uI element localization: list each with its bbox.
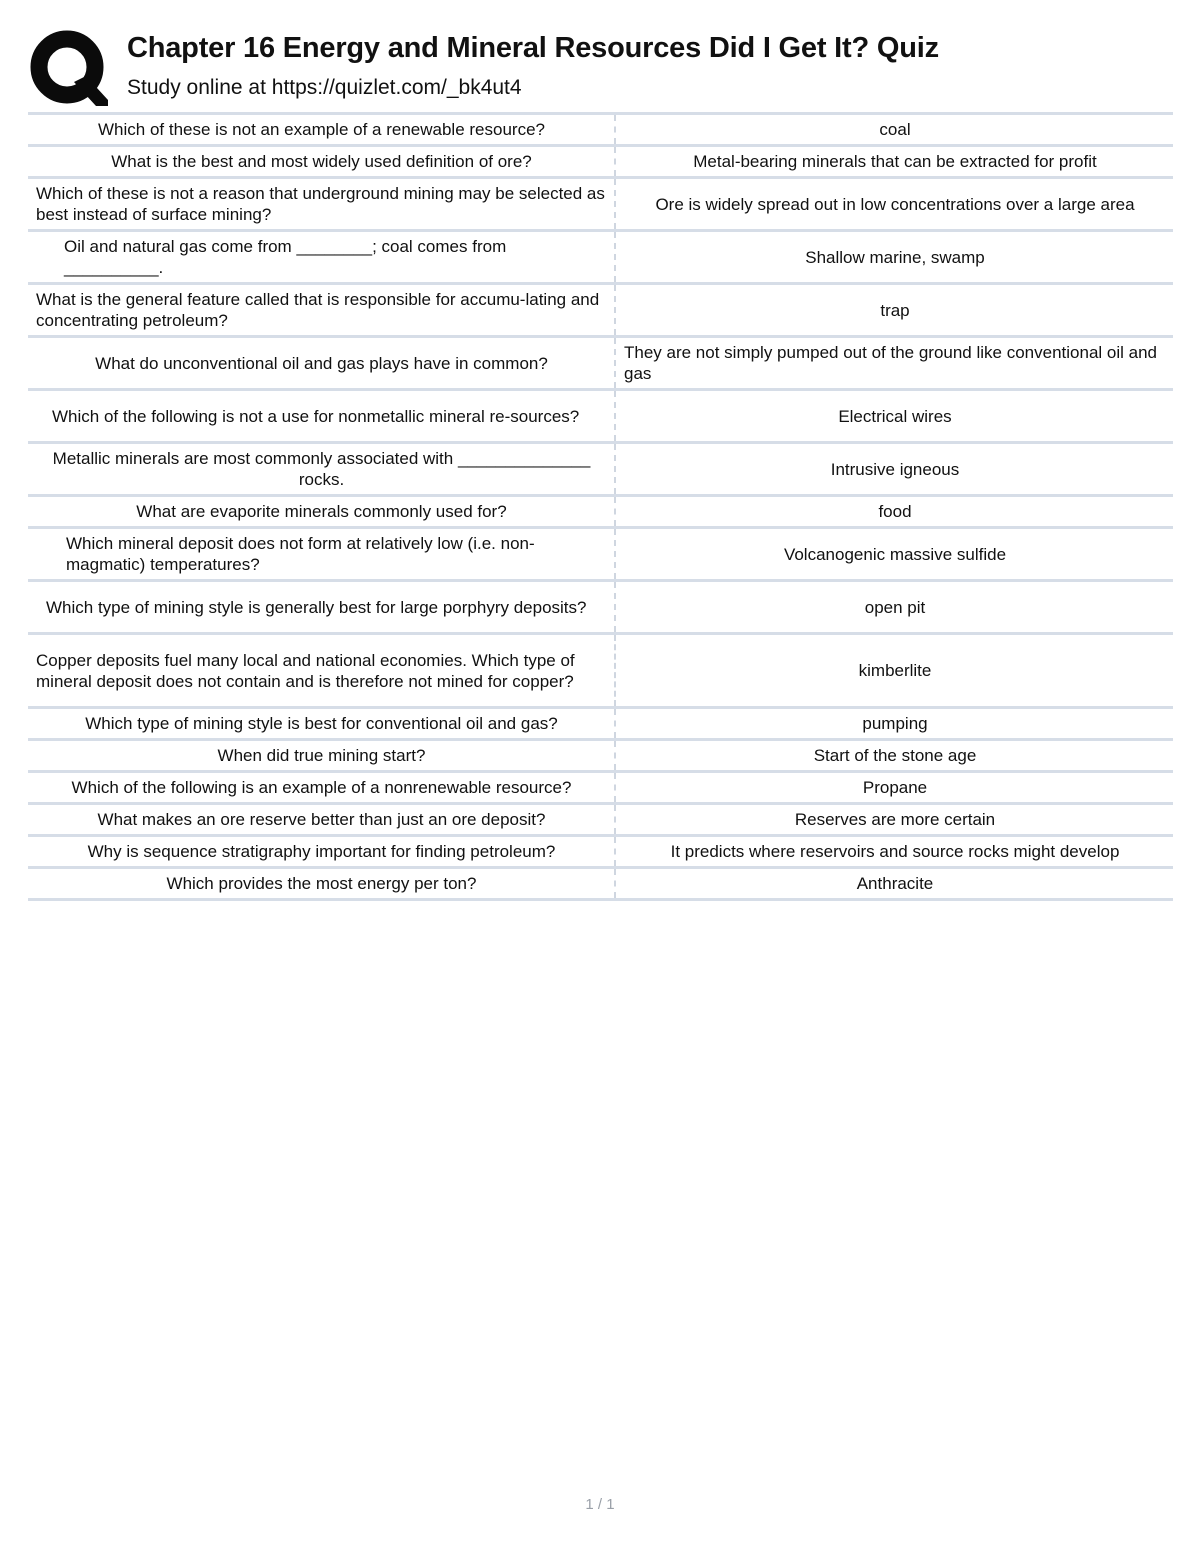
card-term: Which provides the most energy per ton? [28,868,615,900]
card-term: Which of these is not an example of a renewable resource? [28,114,615,146]
card-term: Copper deposits fuel many local and national economies. Which type of mineral deposit does not contain and is therefore not mined for copper? [28,634,615,708]
card-row [28,178,1173,231]
card-definition: Propane [615,772,1173,804]
card-term: Which type of mining style is generally best for large porphyry deposits? [28,581,615,634]
card-term: Which of the following is not a use for nonmetallic mineral re-sources? [28,390,615,443]
card-definition: kimberlite [615,634,1173,708]
card-row [28,772,1173,804]
card-row [28,868,1173,900]
header [28,28,1178,110]
card-term: Which type of mining style is best for conventional oil and gas? [28,708,615,740]
card-row [28,496,1173,528]
card-definition: They are not simply pumped out of the ground like conventional oil and gas [615,337,1173,390]
card-row [28,114,1173,146]
card-row [28,390,1173,443]
study-link-text: Study online at https://quizlet.com/_bk4ut4 [127,76,522,99]
card-term: What do unconventional oil and gas plays have in common? [28,337,615,390]
card-definition: Volcanogenic massive sulfide [615,528,1173,581]
card-definition: Ore is widely spread out in low concentrations over a large area [615,178,1173,231]
quizlet-logo-icon [30,30,108,108]
card-term: What makes an ore reserve better than just an ore deposit? [28,804,615,836]
card-definition: coal [615,114,1173,146]
card-term: When did true mining start? [28,740,615,772]
card-term: What are evaporite minerals commonly used for? [28,496,615,528]
card-definition: Intrusive igneous [615,443,1173,496]
card-row [28,634,1173,708]
card-definition: Electrical wires [615,390,1173,443]
card-term: Which of these is not a reason that underground mining may be selected as best instead of surface mining? [28,178,615,231]
card-definition: Start of the stone age [615,740,1173,772]
card-row [28,284,1173,337]
flashcard-table [28,112,1173,901]
card-row [28,581,1173,634]
card-definition: Anthracite [615,868,1173,900]
card-row [28,443,1173,496]
card-row [28,836,1173,868]
card-definition: trap [615,284,1173,337]
page-title: Chapter 16 Energy and Mineral Resources Did I Get It? Quiz [127,32,939,64]
card-term: What is the best and most widely used definition of ore? [28,146,615,178]
card-definition: Metal-bearing minerals that can be extracted for profit [615,146,1173,178]
card-term: Which of the following is an example of a nonrenewable resource? [28,772,615,804]
card-row [28,528,1173,581]
card-row [28,740,1173,772]
card-term: Oil and natural gas come from ________; coal comes from __________. [28,231,615,284]
card-term: Which mineral deposit does not form at relatively low (i.e. non-magmatic) temperatures? [28,528,615,581]
page-number: 1 / 1 [585,1496,615,1513]
card-term: Why is sequence stratigraphy important for finding petroleum? [28,836,615,868]
card-row [28,146,1173,178]
card-term: Metallic minerals are most commonly associated with ______________ rocks. [28,443,615,496]
card-row [28,804,1173,836]
card-definition: Reserves are more certain [615,804,1173,836]
card-row [28,337,1173,390]
card-definition: food [615,496,1173,528]
card-definition: It predicts where reservoirs and source rocks might develop [615,836,1173,868]
card-row [28,231,1173,284]
card-row [28,708,1173,740]
card-definition: Shallow marine, swamp [615,231,1173,284]
card-term: What is the general feature called that is responsible for accumu-lating and concentrating petroleum? [28,284,615,337]
card-definition: pumping [615,708,1173,740]
card-definition: open pit [615,581,1173,634]
